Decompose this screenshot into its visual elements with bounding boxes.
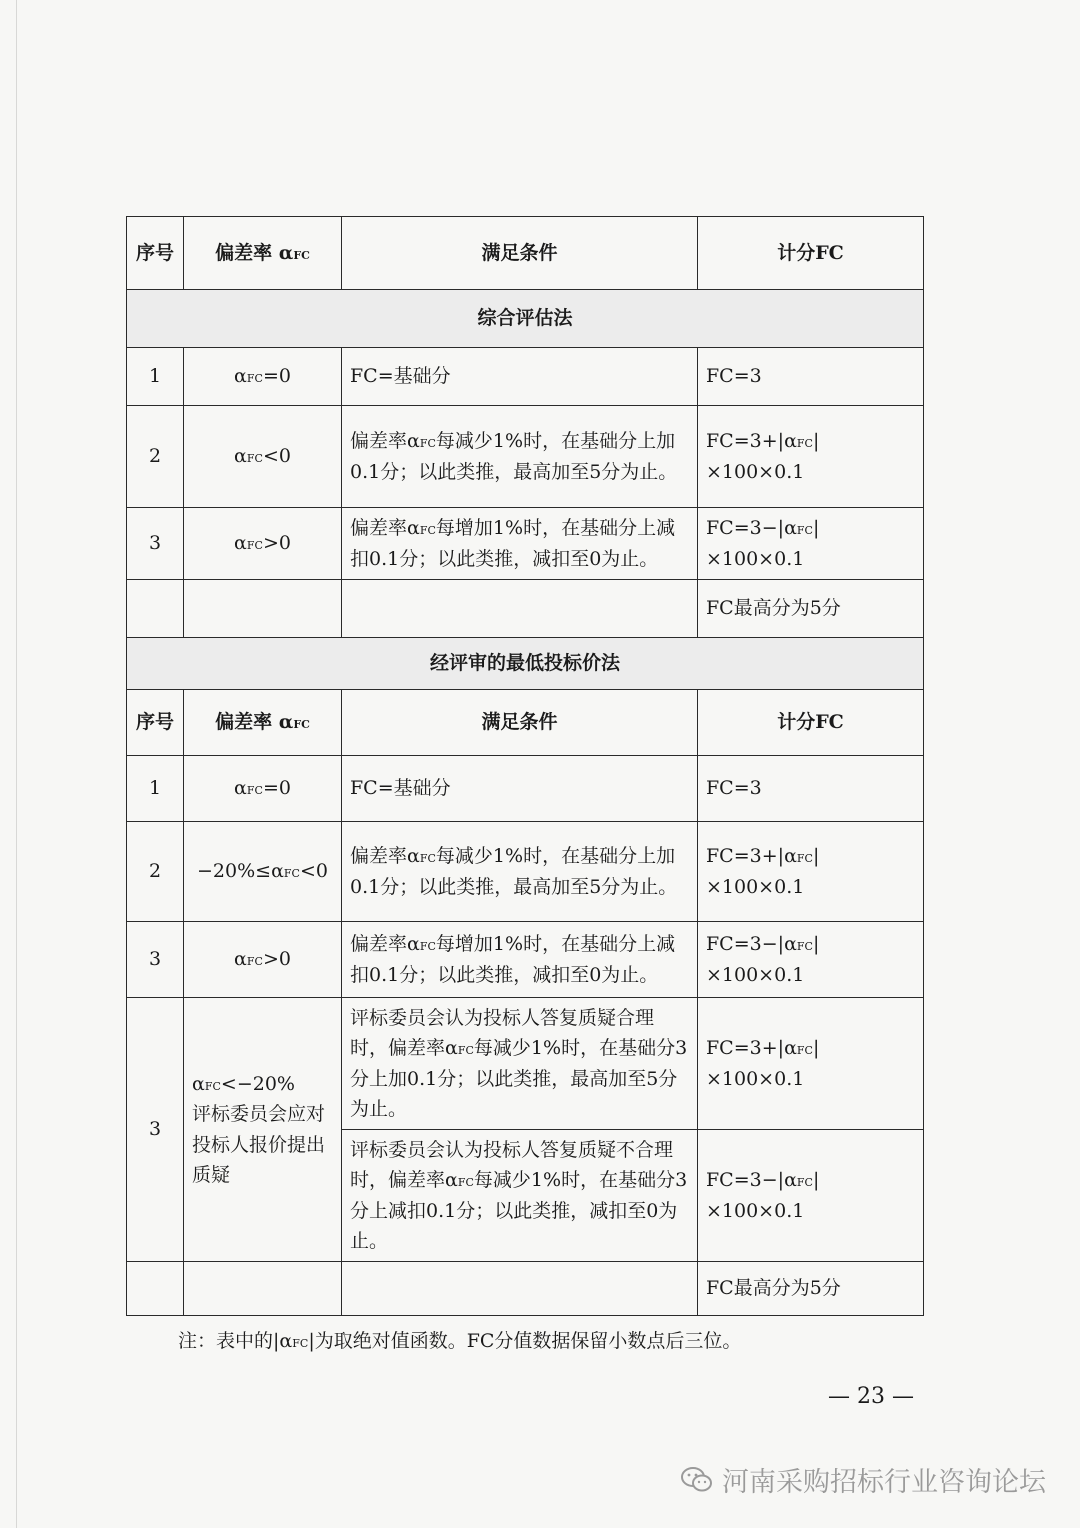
max-score-note: FC最高分为5分 xyxy=(698,1262,924,1316)
table-row: 1 αFC=0 FC=基础分 FC=3 xyxy=(127,348,924,406)
header-deviation: 偏差率 αFC xyxy=(184,217,342,290)
section-title-lowest-price: 经评审的最低投标价法 xyxy=(127,638,924,690)
table-row: 2 −20%≤αFC<0 偏差率αFC每减少1%时，在基础分上加0.1分；以此类推，最高加至5分为止。 FC=3+|αFC|×100×0.1 xyxy=(127,822,924,922)
table-row: 评标委员会认为投标人答复质疑不合理时，偏差率αFC每减少1%时，在基础分3分上减扣0.1分；以此类推，减扣至0为止。 FC=3−|αFC|×100×0.1 xyxy=(127,1130,924,1262)
header-score: 计分FC xyxy=(698,217,924,290)
table-footnote: 注：表中的|αFC|为取绝对值函数。FC分值数据保留小数点后三位。 xyxy=(178,1330,742,1352)
watermark xyxy=(680,1460,1046,1499)
table-row: 2 αFC<0 偏差率αFC每减少1%时，在基础分上加0.1分；以此类推，最高加至5分为止。 FC=3+|αFC|×100×0.1 xyxy=(127,406,924,508)
wechat-icon xyxy=(680,1466,714,1494)
table-row: 3 αFC>0 偏差率αFC每增加1%时，在基础分上减扣0.1分；以此类推，减扣至0为止。 FC=3−|αFC|×100×0.1 xyxy=(127,922,924,998)
header-condition: 满足条件 xyxy=(342,217,698,290)
header-seq: 序号 xyxy=(127,217,184,290)
table-header-row xyxy=(127,217,924,290)
watermark-text: 河南采购招标行业咨询论坛 xyxy=(722,1467,1046,1498)
table-row xyxy=(127,580,924,638)
table-row xyxy=(127,1262,924,1316)
max-score-note: FC最高分为5分 xyxy=(698,580,924,638)
table-row: 1 αFC=0 FC=基础分 FC=3 xyxy=(127,756,924,822)
table-header-row: 序号 偏差率 αFC 满足条件 计分FC xyxy=(127,690,924,756)
table-row: 3 αFC>0 偏差率αFC每增加1%时，在基础分上减扣0.1分；以此类推，减扣至0为止。 FC=3−|αFC|×100×0.1 xyxy=(127,508,924,580)
table-row: 3 αFC<−20% 评标委员会应对投标人报价提出质疑 评标委员会认为投标人答复质疑合理时，偏差率αFC每减少1%时，在基础分3分上加0.1分；以此类推，最高加至5分为止。 FC=3+|αFC|×100×0.1 xyxy=(127,998,924,1130)
fc-scoring-table xyxy=(126,216,924,1316)
binding-line xyxy=(16,0,17,1528)
page-number: — 23 — xyxy=(828,1384,914,1409)
section-title-comprehensive: 综合评估法 xyxy=(127,290,924,348)
